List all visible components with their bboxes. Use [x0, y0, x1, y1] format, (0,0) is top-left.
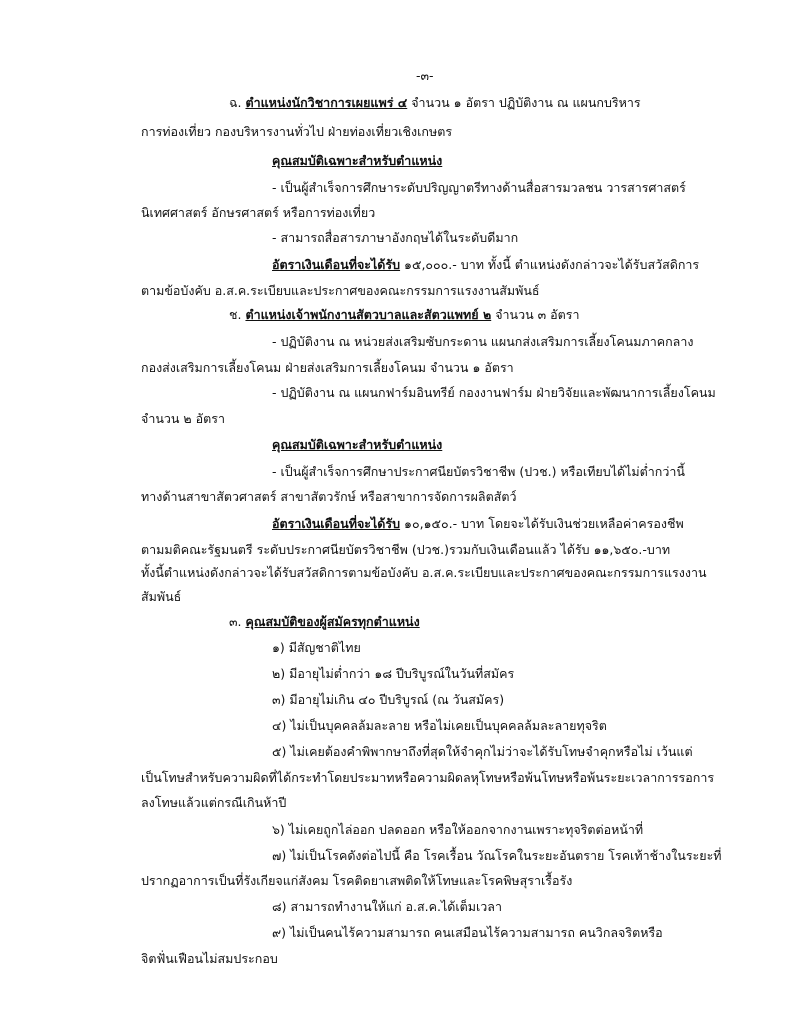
qualification-item-1: ๑) มีสัญชาติไทย: [272, 640, 361, 655]
qualification-item-5-cont-2: ลงโทษแล้วแต่กรณีเกินห้าปี: [141, 795, 287, 810]
qualification-item-5-cont-1: เป็นโทษสำหรับความผิดที่ได้กระทำโดยประมาทหรือความผิดลหุโทษหรือพ้นโทษหรือพ้นระยะเวลาการรอการ: [141, 770, 715, 785]
section-cha-title: ตำแหน่งนักวิชาการเผยแพร่ ๔: [245, 95, 408, 110]
section-cha-salary-rest: ๑๕,๐๐๐.- บาท ทั้งนี้ ตำแหน่งดังกล่าวจะได้รับสวัสดิการ: [404, 257, 700, 272]
qualification-item-7-cont: ปรากฏอาการเป็นที่รังเกียจแก่สังคม โรคติดยาเสพติดให้โทษและโรคพิษสุราเรื้อรัง: [141, 873, 573, 888]
page-number: -๓-: [416, 68, 434, 83]
section-cha-qual-title: คุณสมบัติเฉพาะสำหรับตำแหน่ง: [272, 153, 443, 168]
section-cho-loc-2-cont: จำนวน ๒ อัตรา: [141, 411, 225, 426]
section-cha-salary-label: อัตราเงินเดือนที่จะได้รับ: [272, 257, 401, 272]
qualification-item-8: ๘) สามารถทำงานให้แก่ อ.ส.ค.ได้เต็มเวลา: [272, 899, 502, 914]
section-3-title: คุณสมบัติของผู้สมัครทุกตำแหน่ง: [245, 614, 420, 629]
section-cho-salary-cont-1: ตามมติคณะรัฐมนตรี ระดับประกาศนียบัตรวิชาชีพ (ปวช.)รวมกับเงินเดือนแล้ว ได้รับ ๑๑,๖๕๐.-บาท: [141, 542, 671, 557]
section-cho-loc-2: - ปฏิบัติงาน ณ แผนกฟาร์มอินทรีย์ กองงานฟาร์ม ฝ่ายวิจัยและพัฒนาการเลี้ยงโคนม: [272, 385, 716, 400]
qualification-item-4: ๔) ไม่เป็นบุคคลล้มละลาย หรือไม่เคยเป็นบุคคลล้มละลายทุจริต: [272, 718, 607, 733]
section-cha-heading-cont: การท่องเที่ยว กองบริหารงานทั่วไป ฝ่ายท่องเที่ยวเชิงเกษตร: [141, 124, 453, 139]
qualification-item-2: ๒) มีอายุไม่ต่ำกว่า ๑๘ ปีบริบูรณ์ในวันที่สมัคร: [272, 666, 515, 681]
section-cha-qual-2: - สามารถสื่อสารภาษาอังกฤษได้ในระดับดีมาก: [272, 230, 519, 245]
section-cha-salary-cont: ตามข้อบังคับ อ.ส.ค.ระเบียบและประกาศของคณะกรรมการแรงงานสัมพันธ์: [141, 283, 540, 298]
section-cha-heading: [229, 95, 641, 111]
section-cho-salary-cont-3: สัมพันธ์: [141, 589, 182, 604]
section-cho-loc-1-cont: กองส่งเสริมการเลี้ยงโคนม ฝ่ายส่งเสริมการเลี้ยงโคนม จำนวน ๑ อัตรา: [141, 360, 514, 375]
section-cho-loc-1: - ปฏิบัติงาน ณ หน่วยส่งเสริมซับกระดาน แผนกส่งเสริมการเลี้ยงโคนมภาคกลาง: [272, 334, 694, 349]
section-cho-prefix: ช.: [229, 307, 242, 322]
section-cha-qual-1: - เป็นผู้สำเร็จการศึกษาระดับปริญญาตรีทางด้านสื่อสารมวลชน วารสารศาสตร์: [272, 180, 686, 195]
qualification-item-3: ๓) มีอายุไม่เกิน ๔๐ ปีบริบูรณ์ (ณ วันสมัคร): [272, 692, 505, 707]
qualification-item-5: ๕) ไม่เคยต้องคำพิพากษาถึงที่สุดให้จำคุกไม่ว่าจะได้รับโทษจำคุกหรือไม่ เว้นแต่: [272, 744, 693, 759]
section-cha-qual-1-cont: นิเทศศาสตร์ อักษรศาสตร์ หรือการท่องเที่ยว: [141, 205, 376, 220]
section-cha-prefix: ฉ.: [229, 95, 242, 110]
section-3-prefix: ๓.: [229, 614, 242, 629]
section-cho-qual-1: - เป็นผู้สำเร็จการศึกษาประกาศนียบัตรวิชาชีพ (ปวช.) หรือเทียบได้ไม่ต่ำกว่านี้: [272, 464, 685, 479]
section-cho-salary: [272, 516, 684, 532]
section-cha-salary: [272, 257, 699, 273]
section-cho-qual-1-cont: ทางด้านสาขาสัตวศาสตร์ สาขาสัตวรักษ์ หรือสาขาการจัดการผลิตสัตว์: [141, 489, 517, 504]
section-cha-rest: จำนวน ๑ อัตรา ปฏิบัติงาน ณ แผนกบริหาร: [411, 95, 641, 110]
section-cho-salary-rest: ๑๐,๑๕๐.- บาท โดยจะได้รับเงินช่วยเหลือค่าครองชีพ: [404, 516, 684, 531]
section-cho-salary-label: อัตราเงินเดือนที่จะได้รับ: [272, 516, 401, 531]
section-cho-rest: จำนวน ๓ อัตรา: [495, 307, 580, 322]
qualification-item-9-cont: จิตฟั่นเฟือนไม่สมประกอบ: [141, 951, 278, 966]
section-cho-heading: [229, 307, 580, 323]
section-cho-salary-cont-2: ทั้งนี้ตำแหน่งดังกล่าวจะได้รับสวัสดิการตามข้อบังคับ อ.ส.ค.ระเบียบและประกาศของคณะกรรมการแรงงาน: [141, 565, 707, 580]
qualification-item-7: ๗) ไม่เป็นโรคดังต่อไปนี้ คือ โรคเรื้อน วัณโรคในระยะอันตราย โรคเท้าช้างในระยะที่: [272, 848, 722, 863]
qualification-item-9: ๙) ไม่เป็นคนไร้ความสามารถ คนเสมือนไร้ความสามารถ คนวิกลจริตหรือ: [272, 925, 663, 940]
section-3-heading: [229, 614, 420, 630]
qualification-item-6: ๖) ไม่เคยถูกไล่ออก ปลดออก หรือให้ออกจากงานเพราะทุจริตต่อหน้าที่: [272, 822, 644, 837]
section-cho-qual-title: คุณสมบัติเฉพาะสำหรับตำแหน่ง: [272, 437, 443, 452]
section-cho-title: ตำแหน่งเจ้าพนักงานสัตวบาลและสัตวแพทย์ ๒: [245, 307, 492, 322]
